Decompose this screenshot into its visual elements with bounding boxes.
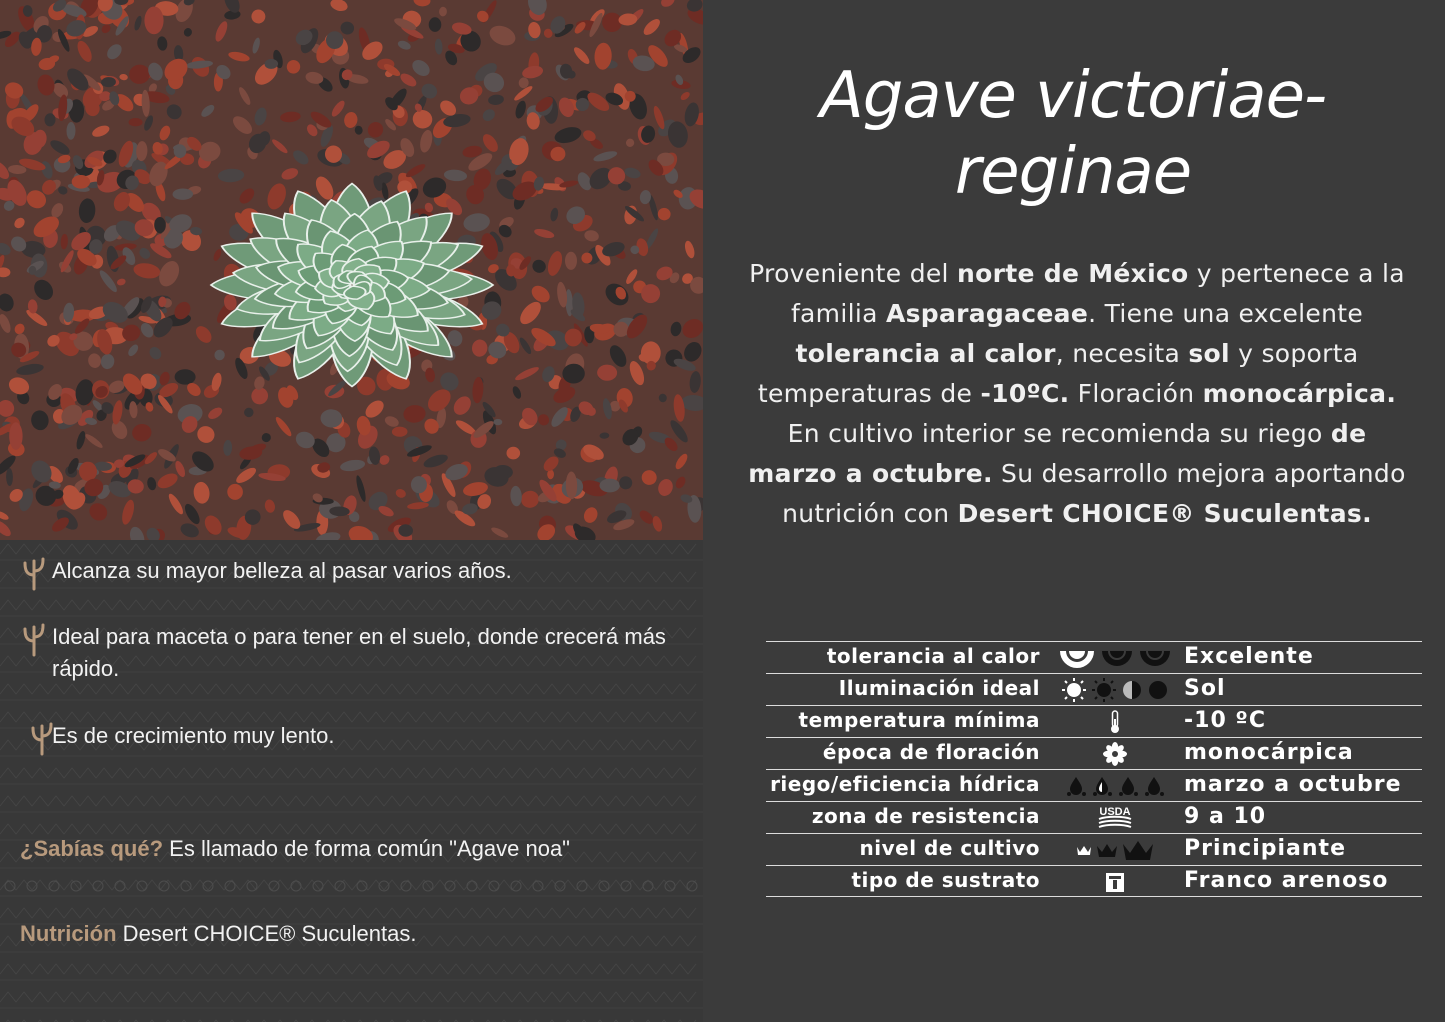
usda-icon — [1050, 805, 1180, 831]
desc-text: . Tiene una excelente — [1088, 299, 1364, 328]
desc-bold: -10ºC. — [980, 379, 1070, 408]
row-value: -10 ºC — [1184, 708, 1266, 733]
table-row-min-temperature — [766, 705, 1422, 737]
desc-text: , necesita — [1055, 339, 1189, 368]
desc-text: Proveniente del — [749, 259, 958, 288]
rock — [565, 252, 577, 270]
cactus-icon — [20, 621, 48, 657]
water-drop-icons — [1050, 773, 1180, 799]
row-value: Excelente — [1184, 644, 1314, 669]
row-label: zona de resistencia — [811, 804, 1040, 828]
desc-text: Su desarrollo mejora aportando nutrición con — [782, 459, 1406, 528]
crown-icons — [1050, 837, 1180, 863]
row-label: nivel de cultivo — [859, 836, 1040, 860]
desc-text: Floración — [1069, 379, 1203, 408]
desc-bold: Desert CHOICE® Suculentas. — [957, 499, 1372, 528]
desc-text: En cultivo interior se recomienda su riego — [787, 419, 1331, 448]
table-row-cultivation-level — [766, 833, 1422, 865]
right-panel — [703, 0, 1445, 1022]
row-label: temperatura mínima — [798, 708, 1040, 732]
agave-photo — [0, 0, 703, 540]
nutrition-label: Nutrición — [20, 921, 117, 946]
nutrition-text: Desert CHOICE® Suculentas. — [116, 921, 417, 946]
desc-bold: monocárpica. — [1202, 379, 1397, 408]
plant-description — [743, 254, 1411, 534]
left-panel — [0, 0, 703, 1022]
fact-item: Alcanza su mayor belleza al pasar varios años. — [52, 558, 512, 583]
thermometer-icon — [1050, 709, 1180, 735]
page-title — [743, 58, 1403, 210]
facts-list — [0, 540, 703, 1022]
row-label: tipo de sustrato — [851, 868, 1040, 892]
cactus-icon — [20, 555, 48, 591]
row-value: Sol — [1184, 676, 1226, 701]
desc-bold: sol — [1188, 339, 1230, 368]
rock — [600, 479, 620, 493]
row-value: Franco arenoso — [1184, 868, 1389, 893]
did-you-know — [20, 833, 570, 865]
heat-tolerance-icons — [1050, 645, 1180, 671]
title-line-2: reginae — [954, 135, 1192, 209]
desc-text: y pertenece a la familia — [790, 259, 1405, 328]
rock — [144, 7, 163, 35]
nutrition-note — [20, 918, 416, 950]
did-you-know-label: ¿Sabías qué? — [20, 836, 164, 861]
table-row-flowering — [766, 737, 1422, 769]
table-row-light — [766, 673, 1422, 705]
usda-text: USDA — [1099, 806, 1131, 818]
row-value: Principiante — [1184, 836, 1346, 861]
rock — [129, 118, 143, 126]
table-row-heat-tolerance — [766, 641, 1422, 673]
sun-icons — [1050, 677, 1180, 703]
rock — [429, 17, 442, 32]
rock — [9, 422, 22, 450]
row-value: 9 a 10 — [1184, 804, 1267, 829]
row-value: marzo a octubre — [1184, 772, 1402, 797]
row-label: tolerancia al calor — [826, 644, 1040, 668]
row-label: riego/eficiencia hídrica — [770, 772, 1040, 796]
title-line-1: Agave victoriae- — [819, 59, 1327, 133]
did-you-know-text: Es llamado de forma común "Agave noa" — [163, 836, 570, 861]
table-row-hardiness-zone — [766, 801, 1422, 833]
flower-icon — [1050, 741, 1180, 767]
substrate-icon — [1050, 869, 1180, 895]
care-table — [766, 641, 1422, 897]
row-label: Iluminación ideal — [838, 676, 1040, 700]
desc-bold: norte de México — [957, 259, 1189, 288]
table-row-substrate — [766, 865, 1422, 897]
fact-item: Es de crecimiento muy lento. — [52, 723, 335, 748]
desc-bold: Asparagaceae — [885, 299, 1089, 328]
row-label: época de floración — [822, 740, 1040, 764]
table-row-watering — [766, 769, 1422, 801]
row-value: monocárpica — [1184, 740, 1354, 765]
fact-item: Ideal para maceta o para tener en el suelo, donde crecerá más rápido. — [52, 624, 666, 681]
desc-bold: tolerancia al calor — [795, 339, 1056, 368]
desc-text: y soporta temperaturas de — [757, 339, 1359, 408]
desc-bold: de marzo a octubre. — [748, 419, 1367, 488]
